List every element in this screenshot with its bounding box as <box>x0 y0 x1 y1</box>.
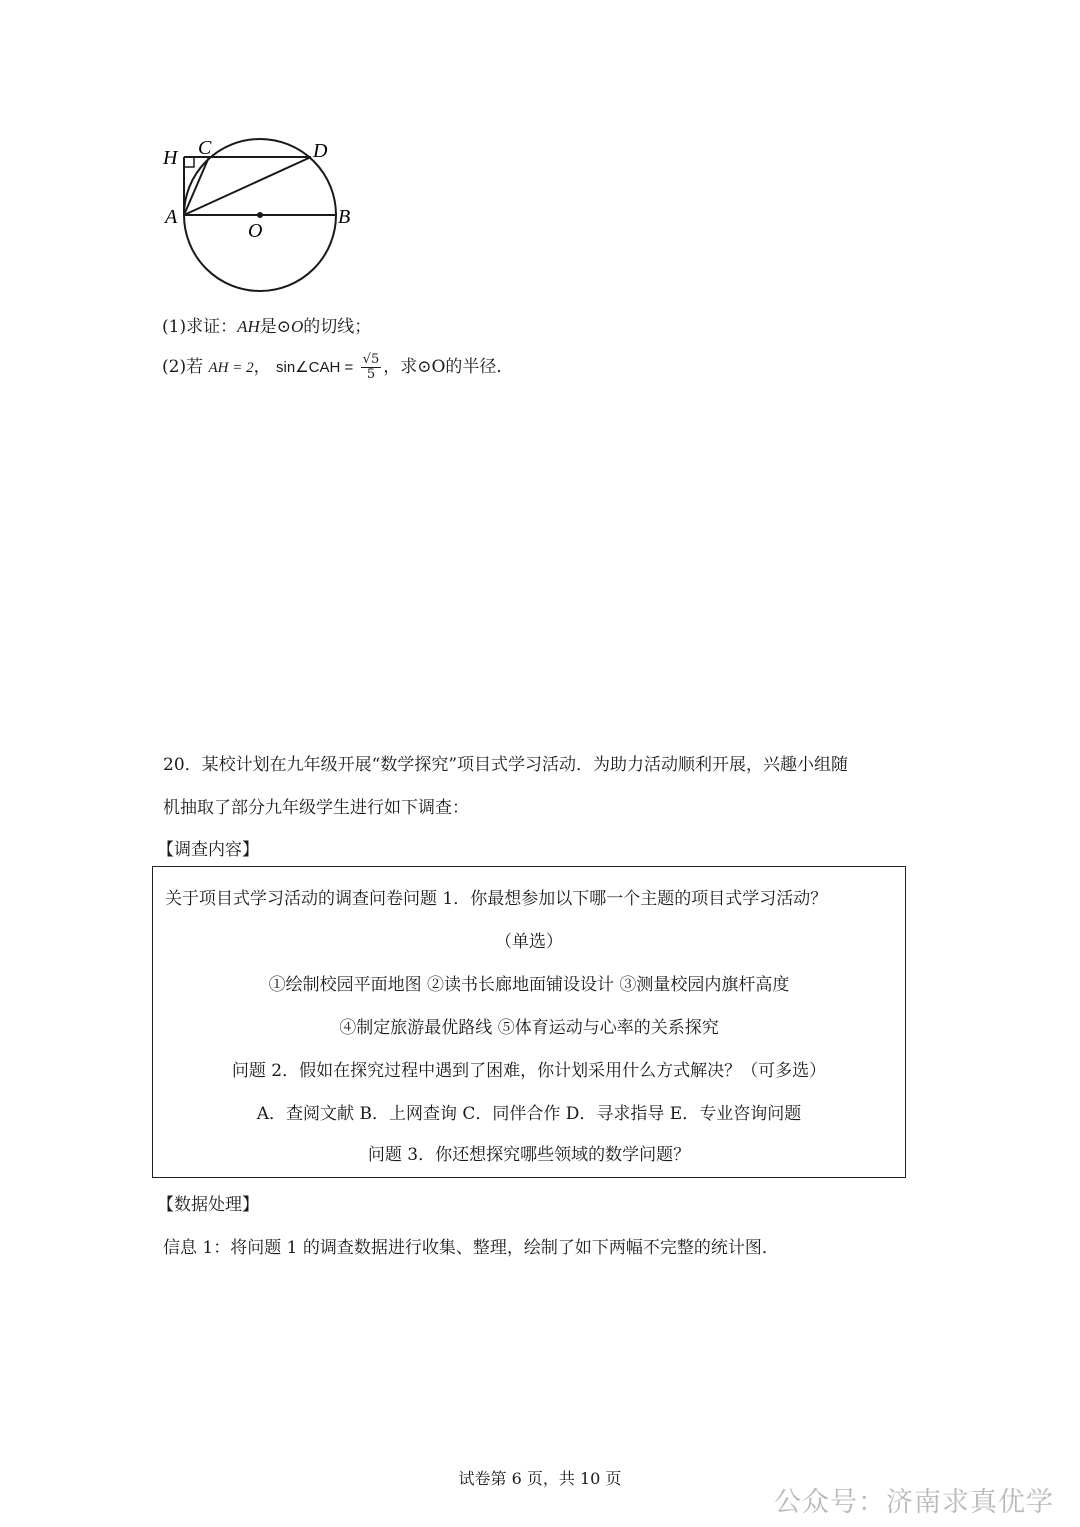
q19-part1-math2: O <box>291 317 304 336</box>
watermark: 公众号：济南求真优学 <box>774 1487 1054 1518</box>
label-h: H <box>163 147 178 169</box>
label-c: C <box>198 137 212 159</box>
info1-text: 信息 1：将问题 1 的调查数据进行收集、整理，绘制了如下两幅不完整的统计图． <box>163 1238 779 1258</box>
label-b: B <box>338 206 351 228</box>
q19-part2-separator: ， <box>253 357 271 377</box>
center-point-o <box>257 212 263 218</box>
survey-line-2: （单选） <box>495 932 563 952</box>
fraction-numerator: √5 <box>362 352 380 368</box>
q19-part1-math: AH <box>237 317 260 336</box>
geometry-figure <box>150 130 390 300</box>
q19-part2 <box>162 352 513 382</box>
survey-line-3: ①绘制校园平面地图 ②读书长廊地面铺设设计 ③测量校园内旗杆高度 <box>268 975 790 995</box>
label-a: A <box>165 206 178 228</box>
q20-line2: 机抽取了部分九年级学生进行如下调查： <box>163 798 469 818</box>
survey-line-5: 问题 2．假如在探究过程中遇到了困难，你计划采用什么方式解决？（可多选） <box>231 1061 827 1081</box>
q19-part2-sin-label: sin∠CAH = <box>276 359 354 376</box>
q19-part1 <box>162 312 371 337</box>
right-angle-mark <box>184 157 194 167</box>
q19-part2-fraction <box>361 353 382 381</box>
q20-line1: 20．某校计划在九年级开展“数学探究”项目式学习活动．为助力活动顺利开展，兴趣小组随 <box>163 755 849 775</box>
q19-part2-suffix: ，求⊙O的半径． <box>383 357 514 377</box>
section-data-heading: 【数据处理】 <box>157 1195 259 1215</box>
q19-part2-condition: AH = 2 <box>208 360 254 376</box>
label-o: O <box>248 220 263 242</box>
survey-box <box>152 866 906 1178</box>
q19-part1-mid: 是⊙ <box>259 317 292 337</box>
survey-line-6: A．查阅文献 B．上网查询 C．同伴合作 D．寻求指导 E．专业咨询问题 <box>256 1104 802 1124</box>
survey-line-7: 问题 3．你还想探究哪些领域的数学问题？ <box>367 1145 691 1165</box>
section-survey-heading: 【调查内容】 <box>157 840 259 860</box>
label-d: D <box>313 140 328 162</box>
q19-part1-suffix: 的切线； <box>303 317 372 337</box>
fraction-denominator: 5 <box>366 367 376 382</box>
page-footer: 试卷第 6 页，共 10 页 <box>458 1469 622 1488</box>
q19-part2-prefix: (2)若 <box>162 357 204 377</box>
q19-part1-prefix: (1)求证： <box>162 317 238 337</box>
survey-line-1: 关于项目式学习活动的调查问卷问题 1．你最想参加以下哪一个主题的项目式学习活动？ <box>165 889 828 909</box>
survey-line-4: ④制定旅游最优路线 ⑤体育运动与心率的关系探究 <box>339 1018 719 1038</box>
